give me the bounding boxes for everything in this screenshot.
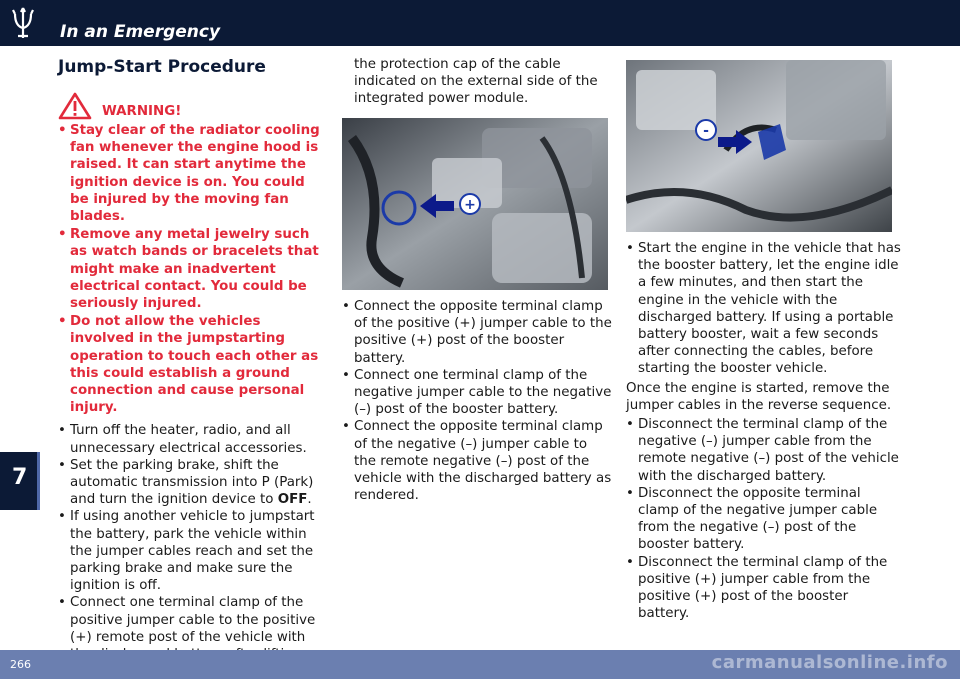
procedure-step: • Connect one terminal clamp of the negative jumper cable to the negative (–) post of the booster battery.	[342, 367, 612, 419]
warning-header	[58, 92, 328, 120]
plus-label: +	[464, 197, 476, 213]
header-title: In an Emergency	[60, 22, 221, 42]
column-3	[626, 240, 901, 622]
procedure-list	[58, 422, 328, 663]
continuation-text: the protection cap of the cable indicated on the external side of the integrated power module.	[354, 57, 598, 107]
step-text-end: .	[307, 492, 312, 508]
warning-item: • Remove any metal jewelry such as watch bands or bracelets that might make an inadvertent electrical contact. You could be seriously injured.	[58, 226, 328, 312]
procedure-step: • If using another vehicle to jumpstart the battery, park the vehicle within the jumper cables reach and set the parking brake and make sure the ignition is off.	[58, 508, 328, 594]
procedure-step	[58, 457, 328, 509]
column-2-steps	[342, 298, 612, 504]
column-1	[58, 56, 328, 663]
procedure-step: • Start the engine in the vehicle that has the booster battery, let the engine idle a few minutes, and then start the engine in the vehicle with the discharged battery. If using a portable battery booster, wait a few seconds after connecting the cables, before starting the booster vehicle.	[626, 240, 901, 378]
body-paragraph: Once the engine is started, remove the jumper cables in the reverse sequence.	[626, 380, 892, 413]
negative-terminal-figure	[626, 60, 892, 232]
procedure-step: • Turn off the heater, radio, and all unnecessary electrical accessories.	[58, 422, 328, 456]
procedure-step: • Disconnect the terminal clamp of the positive (+) jumper cable from the positive (+) post of the booster battery.	[626, 554, 901, 623]
procedure-step: • Disconnect the opposite terminal clamp of the negative jumper cable from the negative (–) post of the booster battery.	[626, 485, 901, 554]
page-header	[0, 0, 960, 46]
watermark: carmanualsonline.info	[711, 652, 948, 673]
positive-terminal-figure	[342, 118, 608, 290]
section-title: Jump-Start Procedure	[58, 57, 266, 77]
procedure-step: • Connect the opposite terminal clamp of the positive (+) jumper cable to the positive (+) post of the booster battery.	[342, 298, 612, 367]
warning-item: • Stay clear of the radiator cooling fan whenever the engine hood is raised. It can start anytime the ignition device is on. You could be injured by the moving fan blades.	[58, 122, 328, 225]
page-footer	[0, 650, 960, 679]
page-number: 266	[10, 658, 31, 671]
procedure-list	[626, 240, 901, 378]
warning-triangle-icon	[58, 92, 92, 120]
procedure-step: • Disconnect the terminal clamp of the negative (–) jumper cable from the remote negative (–) post of the vehicle with the discharged battery.	[626, 416, 901, 485]
warning-label: WARNING!	[102, 103, 182, 119]
chapter-tab	[0, 452, 40, 510]
step-text: Set the parking brake, shift the automatic transmission into P (Park) and turn the ignition device to	[70, 457, 314, 508]
chapter-number: 7	[12, 465, 28, 490]
warning-list	[58, 122, 328, 416]
trident-logo-icon	[8, 6, 38, 40]
procedure-step: • Connect one terminal clamp of the positive jumper cable to the positive (+) remote post of the vehicle with	[58, 594, 328, 663]
warning-item: • Do not allow the vehicles involved in the jumpstarting operation to touch each other as this could establish a ground connection and cause personal injury.	[58, 313, 328, 416]
minus-label: -	[703, 123, 709, 139]
procedure-list	[626, 416, 901, 622]
ignition-off-label: OFF	[277, 492, 308, 508]
column-2	[342, 56, 612, 108]
procedure-step: • Connect the opposite terminal clamp of the negative (–) jumper cable to the remote negative (–) post of the vehicle with the discharged battery as rendered.	[342, 418, 612, 504]
procedure-list	[342, 298, 612, 504]
